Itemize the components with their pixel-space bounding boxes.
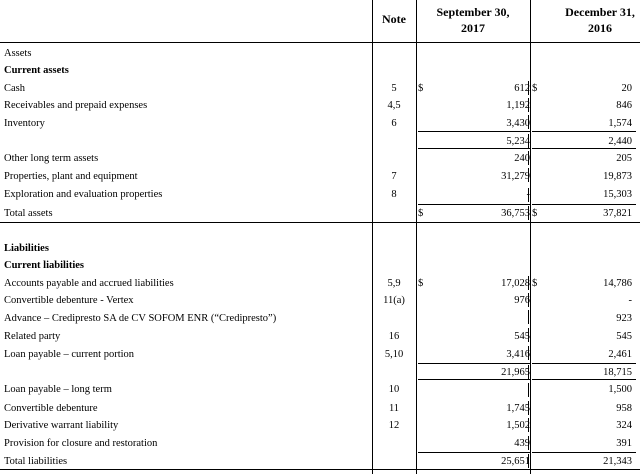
- total-liabilities-row: Total liabilities 25,651 21,343: [4, 456, 632, 467]
- header-period-2-line-2: 2016: [588, 21, 612, 35]
- subtotal-row: 5,234 2,440: [506, 136, 632, 147]
- table-row: Convertible debenture - Vertex 11(a) 976 -: [4, 295, 632, 306]
- table-row: Inventory 6 3,430 1,574: [4, 118, 632, 129]
- table-row: Loan payable – current portion 5,10 3,416 2,461: [4, 349, 632, 360]
- header-note: Note: [382, 12, 406, 26]
- table-row: Derivative warrant liability 12 1,502 324: [4, 420, 632, 431]
- table-row: Cash 5 $ 612 $ 20: [4, 83, 632, 94]
- section-heading: Assets: [4, 48, 32, 59]
- table-row: Advance – Credipresto SA de CV SOFOM ENR (“Credipresto”) 923: [4, 313, 632, 324]
- table-row: Related party 16 545 545: [4, 331, 632, 342]
- table-row: Accounts payable and accrued liabilities 5,9 $ 17,028 $ 14,786: [4, 278, 632, 289]
- subsection-heading: Current assets: [4, 65, 69, 76]
- header-period-2-line-1: December 31,: [565, 5, 635, 19]
- table-row: Exploration and evaluation properties 8 - 15,303: [4, 189, 632, 200]
- subsection-heading: Current liabilities: [4, 260, 85, 271]
- header-rule: [0, 42, 640, 43]
- table-row: Loan payable – long term 10 1,500: [4, 384, 632, 395]
- table-row: Receivables and prepaid expenses 4,5 1,192 846: [4, 100, 632, 111]
- subtotal-row: 21,965 18,715: [501, 367, 632, 378]
- header-period-1-line-2: 2017: [461, 21, 485, 35]
- table-row: Convertible debenture 11 1,745 958: [4, 403, 632, 414]
- header-period-1-line-1: September 30,: [436, 5, 510, 19]
- total-assets-rule: [0, 222, 640, 223]
- total-assets-row: Total assets $ 36,753 $ 37,821: [4, 208, 632, 219]
- table-row: Other long term assets 240 205: [4, 153, 632, 164]
- section-heading: Liabilities: [4, 243, 49, 254]
- table-row: Provision for closure and restoration 439 391: [4, 438, 632, 449]
- table-row: Properties, plant and equipment 7 31,279 19,873: [4, 171, 632, 182]
